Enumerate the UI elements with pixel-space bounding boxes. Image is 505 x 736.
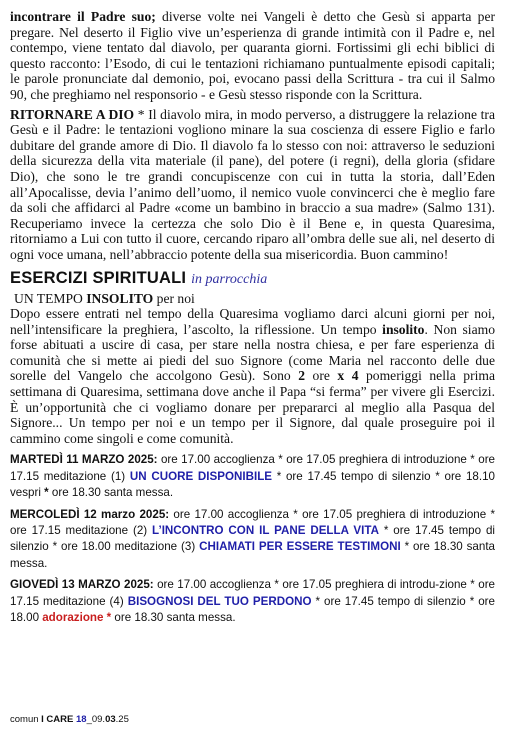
meditation-title: CHIAMATI PER ESSERE TESTIMONI xyxy=(199,540,401,554)
ritornare-text: * Il diavolo mira, in modo perverso, a distruggere la relazione tra Gesù e il Padre: le tentazioni vogliono minare la sua coscienza di essere Figlio e farlo dubitare del grande amore di Dio. Il diavolo fa lo stesso con noi: attraverso le seduzioni della sicurezza della vita materiale (il pane), del potere (i regni), della gloria (sfidare Dio), che sono le tre grandi concupiscenze con cui in tutta la storia, dall’Eden all’Apocalisse, devia l’animo dell’uomo, il nemico vuole convincerci che è meglio fare da soli che affidarci al Padre «come un bambino in braccio a sua madre» (Salmo 131). Recuperiamo invece la certezza che solo Dio è il Bene e, in questa Quaresima, ritorniamo a Lui con tutto il cuore, cercando riparo all’ombra delle sue ali, nel deserto di ogni voce umana, nell’abbraccio potente della sua misericordia. Buon cammino! xyxy=(10,106,495,262)
schedule-day: MARTEDÌ 11 MARZO 2025: xyxy=(10,453,158,467)
schedule-times: * ore 17.45 tempo di silenzio * ore 18.10 vespri xyxy=(10,469,495,500)
meditation-title: UN CUORE DISPONIBILE xyxy=(129,469,273,483)
schedule-day: MERCOLEDÌ 12 marzo 2025: xyxy=(10,507,170,521)
exercises-heading-b: INSOLITO xyxy=(86,290,154,306)
footer-date-day: _09. xyxy=(86,714,106,725)
exercises-text xyxy=(10,306,495,446)
exercises-t4: 2 xyxy=(298,368,306,384)
ritornare-lead: RITORNARE A DIO xyxy=(10,106,135,122)
exercises-t5: ore xyxy=(305,368,338,384)
exercises-heading-c: per noi xyxy=(153,290,195,306)
footer-prefix: comun xyxy=(10,714,42,725)
footer-date-year: .25 xyxy=(115,714,129,725)
schedule-day: GIOVEDÌ 13 MARZO 2025: xyxy=(10,578,154,592)
exercises-paragraph xyxy=(10,306,495,446)
schedule-times: ore 18.30 santa messa. xyxy=(48,486,174,500)
intro-text: diverse volte nei Vangeli è detto che Gesù si apparta per pregare. Nel deserto il Figlio vive un’esperienza di grande intimità con il Padre e, nel contempo, viene tentato dal diavolo, per quaranta giorni. Fortissimi gli echi biblici di questo racconto: l’Esodo, di cui le tentazioni richiamano puntualmente episodi capitali; le parole pronunciate dal demonio, poi, evocano passi della Scrittura - tra cui il Salmo 90, che preghiamo nel responsorio - e Gesù stesso risponde con la Scrittura. xyxy=(10,9,495,102)
paragraph-intro xyxy=(10,9,495,103)
meditation-title: L’INCONTRO CON IL PANE DELLA VITA xyxy=(152,524,379,538)
schedule-times: * ore 17.45 tempo di silenzio * ore 18.00 meditazione (3) xyxy=(10,524,495,554)
intro-lead: incontrare il Padre suo; xyxy=(10,9,156,24)
document-page xyxy=(10,9,495,627)
body-text xyxy=(10,9,495,263)
meditation-title: BISOGNOSI DEL TUO PERDONO xyxy=(127,594,312,608)
section-title-sub: in parrocchia xyxy=(191,271,268,287)
schedule-times: ore 17.00 accoglienza * ore 17.05 preghiera di introdu-zione * ore 17.15 meditazione (4) xyxy=(10,578,496,608)
schedule-times: * ore 18.30 santa messa. xyxy=(10,540,495,570)
schedule-times: ore 17.00 accoglienza * ore 17.05 preghiera di introduzione * ore 17.15 meditazione (2) xyxy=(10,507,496,538)
schedule-times: ore 18.30 santa messa. xyxy=(111,611,236,625)
adoration-label: adorazione * xyxy=(42,611,112,625)
exercises-t6: x 4 xyxy=(337,368,359,384)
section-title xyxy=(10,269,495,291)
section-title-main: ESERCIZI SPIRITUALI xyxy=(10,268,187,287)
exercises-t2: insolito xyxy=(382,321,425,337)
schedule-martedi xyxy=(10,452,495,501)
exercises-t3: . Non siamo forse abituati a uscire di casa, per stare nella nostra chiesa, e per fare esperienza di comunità che si mette ai piedi del suo Signore (come Maria nel racconto delle due sorelle del Vangelo che accolgono Gesù). Sono xyxy=(10,321,495,384)
paragraph-ritornare xyxy=(10,107,495,263)
page-footer xyxy=(10,714,129,725)
schedule-star: * xyxy=(44,486,49,500)
schedule-mercoledi xyxy=(10,507,495,573)
footer-date-month: 03 xyxy=(105,714,116,725)
schedule-times: * ore 17.45 tempo di silenzio * ore 18.00 xyxy=(10,594,495,625)
footer-issue-number: 18 xyxy=(76,714,87,725)
exercises-t1: Dopo essere entrati nel tempo della Quaresima vogliamo darci alcuni giorni per noi, nell’intensificare la preghiera, l’ascolto, la riflessione. Un tempo xyxy=(10,306,495,337)
schedule-times: ore 17.00 accoglienza * ore 17.05 preghiera di introduzione * ore 17.15 meditazione (1) xyxy=(10,453,496,483)
footer-brand: I CARE xyxy=(41,714,76,725)
exercises-heading xyxy=(10,291,495,307)
exercises-t7: pomeriggi nella prima settimana di Quaresima, settimana dove anche il Papa “si ferma” per vivere gli Esercizi. È un’opportunità che ci vogliamo donare per prepararci al meglio alla Pasqua del Signore... Un tempo per noi e un tempo per il Signore, dal quale proseguire poi il cammino come singoli e come comunità. xyxy=(10,368,496,446)
schedule-giovedi xyxy=(10,577,495,626)
exercises-heading-a: UN TEMPO xyxy=(14,290,87,306)
